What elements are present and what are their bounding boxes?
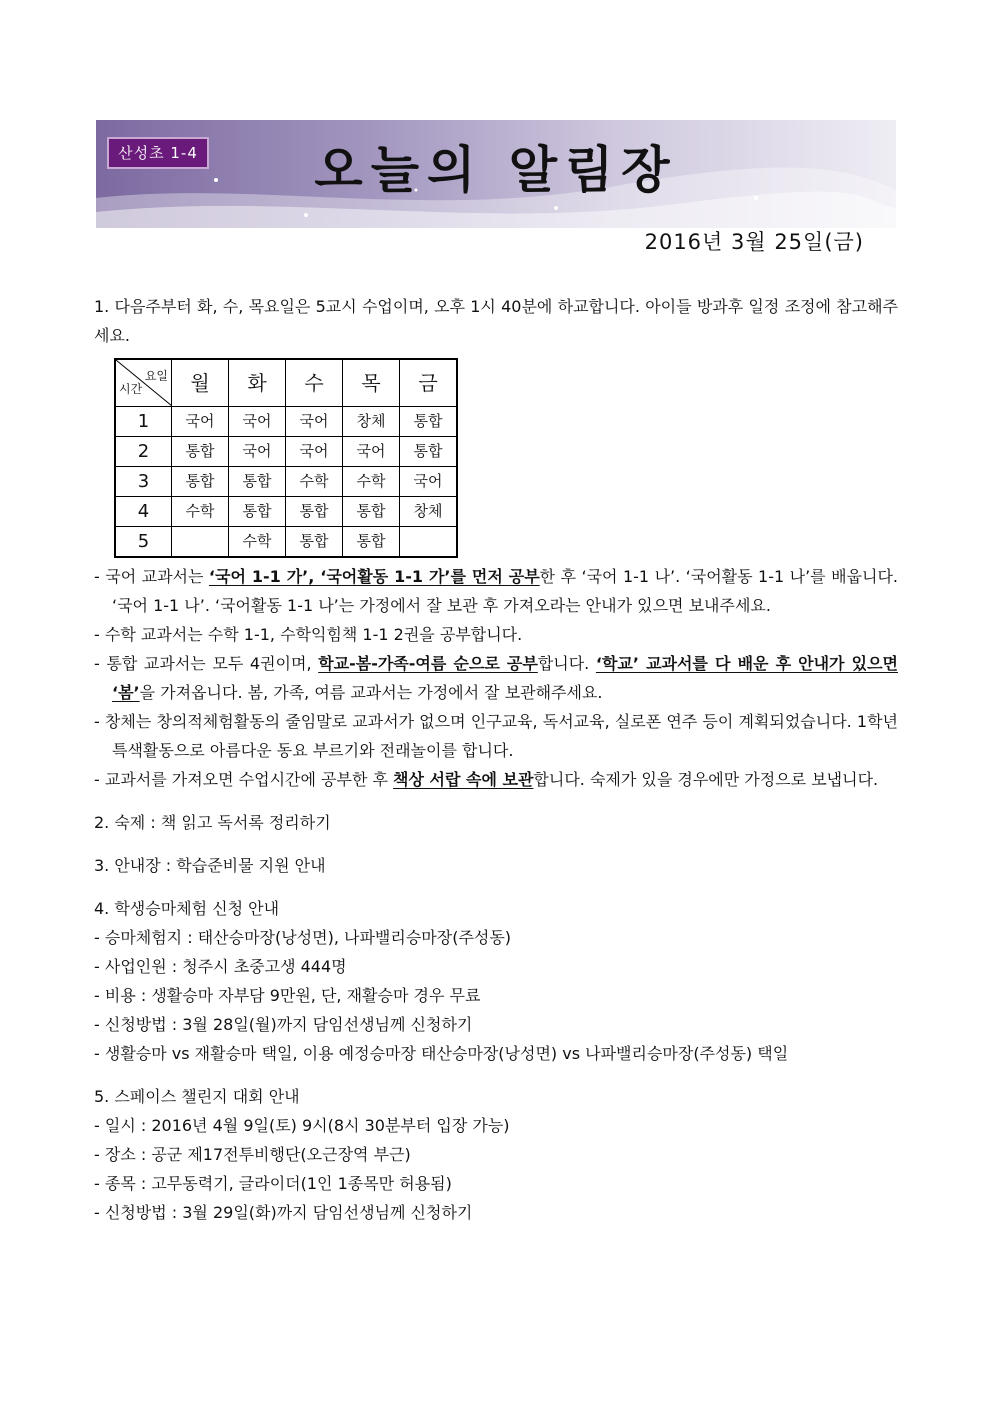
item-3-notice: 3. 안내장 : 학습준비물 지원 안내 xyxy=(94,856,326,875)
subject-cell: 국어 xyxy=(286,407,343,437)
subject-cell: 국어 xyxy=(229,437,286,467)
note-creative: - 창체는 창의적체험활동의 줄임말로 교과서가 없으며 인구교육, 독서교육, 실로폰 연주 등이 계획되었습니다. 1학년 특색활동으로 아름다운 동요 부르기와 전래놀이를 합니다. xyxy=(94,712,898,760)
period-number: 2 xyxy=(115,437,172,467)
list-item: - 일시 : 2016년 4월 9일(토) 9시(8시 30분부터 입장 가능) xyxy=(94,1116,510,1135)
subject-cell xyxy=(400,527,458,558)
note-text: - 통합 교과서는 모두 4권이며, xyxy=(94,654,319,673)
subject-cell: 통합 xyxy=(400,437,458,467)
table-row xyxy=(115,497,457,527)
list-item: - 승마체험지 : 태산승마장(낭성면), 나파밸리승마장(주성동) xyxy=(94,928,512,947)
subject-cell: 통합 xyxy=(400,407,458,437)
notice-date: 2016년 3월 25일(금) xyxy=(644,230,864,254)
list-item: - 신청방법 : 3월 29일(화)까지 담임선생님께 신청하기 xyxy=(94,1203,473,1222)
subject-cell: 수학 xyxy=(172,497,229,527)
subject-cell: 창체 xyxy=(400,497,458,527)
subject-cell: 수학 xyxy=(343,467,400,497)
period-number: 4 xyxy=(115,497,172,527)
note-text: 합니다. 숙제가 있을 경우에만 가정으로 보냅니다. xyxy=(533,770,879,789)
note-text: 을 가져옵니다. 봄, 가족, 여름 교과서는 가정에서 잘 보관해주세요. xyxy=(139,683,603,702)
subject-cell: 통합 xyxy=(343,527,400,558)
note-emphasis: ‘학교’ 교과서를 다 배운 후 안내가 있으면 ‘봄’ xyxy=(112,654,898,702)
subject-cell xyxy=(172,527,229,558)
corner-day-label: 요일 xyxy=(144,369,168,383)
note-books xyxy=(94,765,898,794)
table-row xyxy=(115,407,457,437)
list-item: - 사업인원 : 청주시 초중고생 444명 xyxy=(94,957,347,976)
subject-cell: 국어 xyxy=(343,437,400,467)
note-korean xyxy=(94,562,898,620)
subject-cell: 통합 xyxy=(286,527,343,558)
period-number: 1 xyxy=(115,407,172,437)
header-banner xyxy=(96,120,896,228)
note-integrated xyxy=(94,649,898,707)
subject-cell: 수학 xyxy=(229,527,286,558)
day-header: 목 xyxy=(343,359,400,407)
list-item: - 비용 : 생활승마 자부담 9만원, 단, 재활승마 경우 무료 xyxy=(94,986,481,1005)
note-text: 합니다. xyxy=(537,654,596,673)
day-header: 화 xyxy=(229,359,286,407)
subject-cell: 수학 xyxy=(286,467,343,497)
list-item: - 신청방법 : 3월 28일(월)까지 담임선생님께 신청하기 xyxy=(94,1015,473,1034)
subject-cell: 국어 xyxy=(400,467,458,497)
list-item: - 생활승마 vs 재활승마 택일, 이용 예정승마장 태산승마장(낭성면) vs 나파밸리승마장(주성동) 택일 xyxy=(94,1044,789,1063)
subject-cell: 통합 xyxy=(286,497,343,527)
note-text: - 국어 교과서는 xyxy=(94,567,209,586)
corner-period-label: 시간 xyxy=(119,382,143,396)
subject-cell: 통합 xyxy=(172,467,229,497)
subject-cell: 창체 xyxy=(343,407,400,437)
subject-cell: 통합 xyxy=(229,467,286,497)
timetable xyxy=(114,358,458,558)
notice-content xyxy=(94,292,898,1227)
period-number: 3 xyxy=(115,467,172,497)
timetable-header-row xyxy=(115,359,457,407)
timetable-corner-cell xyxy=(115,359,172,407)
subject-cell: 통합 xyxy=(229,497,286,527)
class-badge: 산성초 1-4 xyxy=(107,137,209,169)
item-2-homework: 2. 숙제 : 책 읽고 독서록 정리하기 xyxy=(94,813,331,832)
subject-cell: 통합 xyxy=(172,437,229,467)
list-item: - 종목 : 고무동력기, 글라이더(1인 1종목만 허용됨) xyxy=(94,1174,452,1193)
table-row xyxy=(115,527,457,558)
note-emphasis: 책상 서랍 속에 보관 xyxy=(393,770,534,789)
table-row xyxy=(115,437,457,467)
subject-cell: 국어 xyxy=(286,437,343,467)
day-header: 월 xyxy=(172,359,229,407)
note-text: - 교과서를 가져오면 수업시간에 공부한 후 xyxy=(94,770,394,789)
page-title: 오늘의 알림장 xyxy=(314,141,678,199)
subject-cell: 국어 xyxy=(172,407,229,437)
item-5-title: 5. 스페이스 챌린지 대회 안내 xyxy=(94,1087,300,1106)
item-4-title: 4. 학생승마체험 신청 안내 xyxy=(94,899,280,918)
note-math: - 수학 교과서는 수학 1-1, 수학익힘책 1-1 2권을 공부합니다. xyxy=(94,625,523,644)
subject-cell: 통합 xyxy=(343,497,400,527)
subject-cell: 국어 xyxy=(229,407,286,437)
day-header: 수 xyxy=(286,359,343,407)
day-header: 금 xyxy=(400,359,458,407)
note-text: 한 후 ‘국어 1-1 나’. ‘국어활동 1-1 나’를 배웁니다. ‘국어 1-1 나’. ‘국어활동 1-1 나’는 가정에서 잘 보관 후 가져오라는 안내가 있으면 보내주세요. xyxy=(112,567,898,615)
period-number: 5 xyxy=(115,527,172,558)
list-item: - 장소 : 공군 제17전투비행단(오근장역 부근) xyxy=(94,1145,411,1164)
table-row xyxy=(115,467,457,497)
item-1-text: 1. 다음주부터 화, 수, 목요일은 5교시 수업이며, 오후 1시 40분에 하교합니다. 아이들 방과후 일정 조정에 참고해주세요. xyxy=(94,297,898,345)
note-emphasis: 학교-봄-가족-여름 순으로 공부 xyxy=(318,654,538,673)
note-emphasis: ‘국어 1-1 가’, ‘국어활동 1-1 가’를 먼저 공부 xyxy=(208,567,540,586)
